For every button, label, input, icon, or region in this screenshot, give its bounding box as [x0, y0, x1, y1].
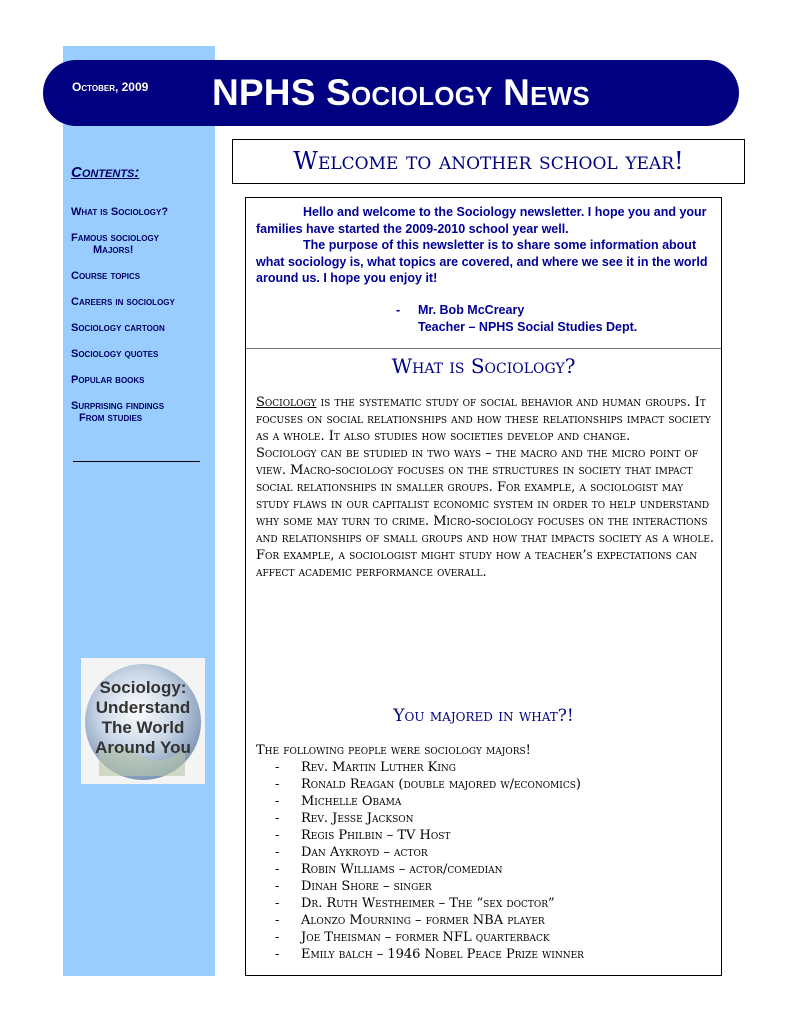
toc-item-label: Sociology quotes	[71, 348, 159, 360]
toc-item-label: Sociology cartoon	[71, 322, 165, 334]
definition-text: is the systematic study of social behavior and human groups. It focuses on social relationships and how these relationships impact society as a whole. It also studies how societies develop and change.	[256, 395, 711, 444]
list-item	[256, 759, 716, 776]
toc-item-popular-books[interactable]	[71, 374, 145, 386]
list-item	[256, 895, 716, 912]
major-name: Dr. Ruth Westheimer – The “sex doctor”	[301, 896, 555, 911]
toc-item-quotes[interactable]	[71, 348, 158, 360]
list-item	[256, 810, 716, 827]
list-item	[256, 912, 716, 929]
list-bullet: -	[275, 947, 280, 962]
major-name: Regis Philbin – TV Host	[301, 828, 451, 843]
major-name: Rev. Martin Luther King	[301, 760, 456, 775]
issue-date: October, 2009	[72, 80, 149, 94]
intro-paragraph: The purpose of this newsletter is to share some information about what sociology is, what topics are covered, and where we see it in the world around us. I hope you enjoy it!	[256, 238, 708, 285]
list-bullet: -	[275, 760, 280, 775]
image-caption: Sociology: Understand The World Around You	[95, 678, 191, 757]
list-bullet: -	[275, 777, 280, 792]
toc-item-label: Popular books	[71, 374, 145, 386]
major-name: Joe Theisman – former NFL quarterback	[301, 930, 550, 945]
list-bullet: -	[275, 828, 280, 843]
list-item	[256, 776, 716, 793]
toc-item-label-line2: From studies	[79, 412, 143, 424]
list-bullet: -	[275, 930, 280, 945]
toc-item-course-topics[interactable]	[71, 270, 140, 282]
list-item	[256, 844, 716, 861]
signature-title: Teacher – NPHS Social Studies Dept.	[418, 320, 638, 334]
list-bullet: -	[275, 811, 280, 826]
toc-item-surprising-findings[interactable]	[71, 400, 164, 424]
definition-paragraph	[256, 394, 716, 445]
list-item	[256, 827, 716, 844]
toc-item-label: Careers in sociology	[71, 296, 175, 308]
toc-item-label: Course topics	[71, 270, 141, 282]
toc-item-label: What is Sociology?	[71, 206, 169, 218]
signature-dash: -	[396, 303, 401, 317]
list-item	[256, 946, 716, 963]
welcome-box	[232, 139, 745, 184]
section-divider	[246, 348, 721, 349]
major-name: Emily balch – 1946 Nobel Peace Prize winner	[301, 947, 584, 962]
list-item	[256, 929, 716, 946]
toc-item-label: Famous sociology	[71, 232, 160, 244]
list-item	[256, 793, 716, 810]
newsletter-title: NPHS Sociology News	[212, 72, 590, 113]
sociology-definition	[256, 394, 716, 581]
intro-text	[256, 204, 716, 287]
major-name: Dan Aykroyd – actor	[301, 845, 428, 860]
list-item	[256, 861, 716, 878]
contents-divider	[73, 461, 200, 462]
list-bullet: -	[275, 862, 280, 877]
list-bullet: -	[275, 913, 280, 928]
welcome-heading: Welcome to another school year!	[293, 147, 684, 175]
signature-name: Mr. Bob McCreary	[418, 303, 525, 317]
sociology-term: Sociology	[256, 395, 317, 410]
main-article-box	[245, 197, 722, 976]
major-name: Alonzo Mourning – former NBA player	[301, 913, 545, 928]
toc-item-famous-majors[interactable]	[71, 232, 159, 256]
toc-item-label-line2: Majors!	[93, 244, 134, 256]
intro-paragraph: Hello and welcome to the Sociology newsletter. I hope you and your families have started the 2009-2010 school year well.	[256, 205, 707, 236]
toc-item-label: Surprising findings	[71, 400, 165, 412]
major-name: Ronald Reagan (double majored w/economics)	[301, 777, 581, 792]
toc-item-what-is-sociology[interactable]	[71, 206, 168, 218]
major-name: Rev. Jesse Jackson	[301, 811, 414, 826]
what-is-sociology-heading: What is Sociology?	[391, 354, 576, 378]
toc-item-careers[interactable]	[71, 296, 175, 308]
sidebar-column	[63, 46, 215, 976]
sociology-globe-image	[81, 658, 205, 784]
list-bullet: -	[275, 845, 280, 860]
major-name: Dinah Shore – singer	[301, 879, 432, 894]
list-bullet: -	[275, 794, 280, 809]
list-bullet: -	[275, 896, 280, 911]
macro-micro-paragraph: Sociology can be studied in two ways – the macro and the micro point of view. Macro-sociology focuses on the structures in society that impact social relationships in smaller groups. For example, a sociologist may study flaws in our capitalist economic system in order to help understand why some may turn to crime. Micro-sociology focuses on the interactions and relationships of small groups and how that impacts society as a whole. For example, a sociologist might study how a teacher’s expectations can affect academic performance overall.	[256, 446, 715, 580]
contents-heading: Contents:	[71, 164, 140, 181]
list-item	[256, 878, 716, 895]
list-bullet: -	[275, 879, 280, 894]
majors-list	[256, 759, 716, 963]
majors-intro: The following people were sociology majors!	[256, 743, 531, 758]
major-name: Michelle Obama	[301, 794, 402, 809]
signature-block	[396, 302, 637, 336]
toc-item-cartoon[interactable]	[71, 322, 165, 334]
major-name: Robin Williams – actor/comedian	[301, 862, 503, 877]
majored-heading: You majored in what?!	[393, 706, 574, 726]
